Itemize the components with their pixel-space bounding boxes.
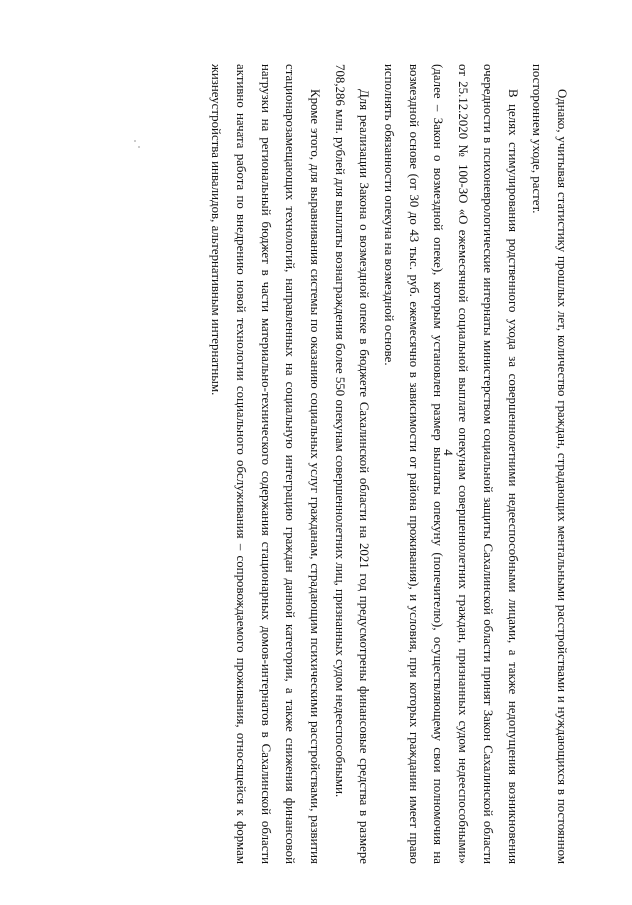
scan-artifact bbox=[138, 146, 140, 148]
body-text bbox=[203, 64, 574, 864]
paragraph-1: Однако, учитывая статистику прошлых лет, количество граждан, страдающих ментальными расстройствами и нуждающихся в постоянном постороннем уходе, растет. bbox=[530, 64, 569, 864]
scan-artifact bbox=[134, 140, 136, 142]
paragraph-3: Для реализации Закона о возмездной опеке в бюджете Сахалинской области на 2021 год предусмотрены финансовые средства в размере 708,286 млн. рублей для выплаты вознаграждения более 550 опекунам совершеннолетних лиц, признанных судом недееспособными. bbox=[332, 64, 372, 864]
paragraph-4: Кроме этого, для выравнивания системы по оказанию социальных услуг гражданам, страдающим психическими расстройствами, развития стационарозамещающих технологий, направленных на социальную интеграцию граждан данной категории, а также снижения финансовой нагрузки на региональный бюджет в части материально-технического содержания стационарных домов-интернатов в Сахалинской области активно начата работа по внедрению новой технологии социального обслуживания – сопровождаемого проживания, относящейся к формам жизнеустройства инвалидов, альтернативным интернатным. bbox=[209, 64, 322, 864]
page-number: 4 bbox=[441, 449, 456, 456]
paragraph-2: В целях стимулирования родственного ухода за совершеннолетними недееспособными лицами, а также недопущения возникновения очередности в психоневрологические интернаты министерством социальной защиты Сахалинской области принят Закон Сахалинской области от 25.12.2020 № 100-ЗО «О ежемесячной социальной выплате опекунам совершеннолетних граждан, признанных судом недееспособными» (далее – Закон о возмездной опеке), которым установлен размер выплаты опекуну (попечителю), осуществляющему свои полномочия на возмездной основе (от 30 до 43 тыс. руб. ежемесячно в зависимости от района проживания), и условия, при которых гражданин имеет право исполнять обязанности опекуна на возмездной основе. bbox=[382, 64, 520, 864]
